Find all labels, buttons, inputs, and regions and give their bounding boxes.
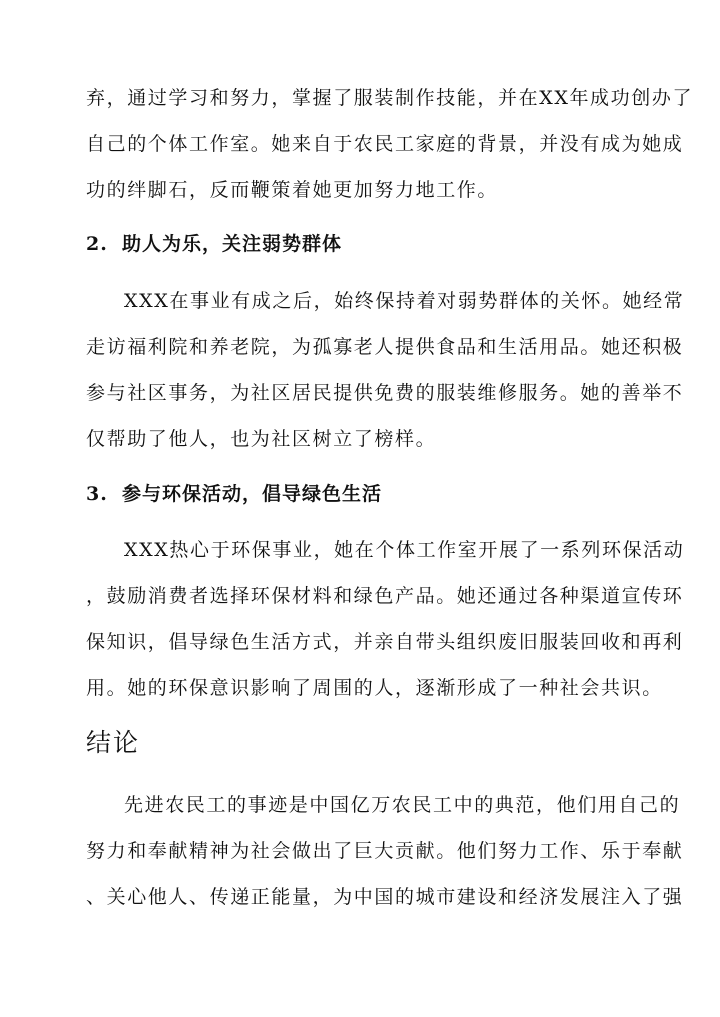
paragraph-line: 走访福利院和养老院，为孤寡老人提供食品和生活用品。她还积极 [86, 336, 684, 358]
paragraph-line: 先进农民工的事迹是中国亿万农民工中的典范，他们用自己的 [124, 794, 681, 816]
paragraph-line: 参与社区事务，为社区居民提供免费的服装维修服务。她的善举不 [86, 382, 684, 404]
paragraph-line: XXX在事业有成之后，始终保持着对弱势群体的关怀。她经常 [124, 290, 685, 312]
section-title: 参与环保活动，倡导绿色生活 [122, 483, 383, 505]
paragraph-line: 弃，通过学习和努力，掌握了服装制作技能，并在XX年成功创办了 [86, 87, 694, 109]
conclusion-heading: 结论 [86, 728, 141, 757]
paragraph-line: ，鼓励消费者选择环保材料和绿色产品。她还通过各种渠道宣传环 [86, 585, 684, 607]
paragraph-line: 仅帮助了他人，也为社区树立了榜样。 [86, 428, 437, 450]
paragraph-line: 保知识，倡导绿色生活方式，并亲自带头组织废旧服装回收和再利 [86, 631, 684, 653]
section-number: 3. [86, 483, 108, 505]
section-title: 助人为乐，关注弱势群体 [122, 233, 343, 255]
section-heading [86, 232, 342, 256]
paragraph-line: 努力和奉献精神为社会做出了巨大贡献。他们努力工作、乐于奉献 [86, 840, 684, 862]
paragraph-line: XXX热心于环保事业，她在个体工作室开展了一系列环保活动 [124, 539, 685, 561]
paragraph-line: 、关心他人、传递正能量，为中国的城市建设和经济发展注入了强 [86, 886, 684, 908]
section-heading [86, 482, 382, 506]
paragraph-line: 功的绊脚石，反而鞭策着她更加努力地工作。 [86, 179, 499, 201]
paragraph-line: 用。她的环保意识影响了周围的人，逐渐形成了一种社会共识。 [86, 677, 663, 699]
section-number: 2. [86, 233, 108, 255]
paragraph-line: 自己的个体工作室。她来自于农民工家庭的背景，并没有成为她成 [86, 133, 684, 155]
